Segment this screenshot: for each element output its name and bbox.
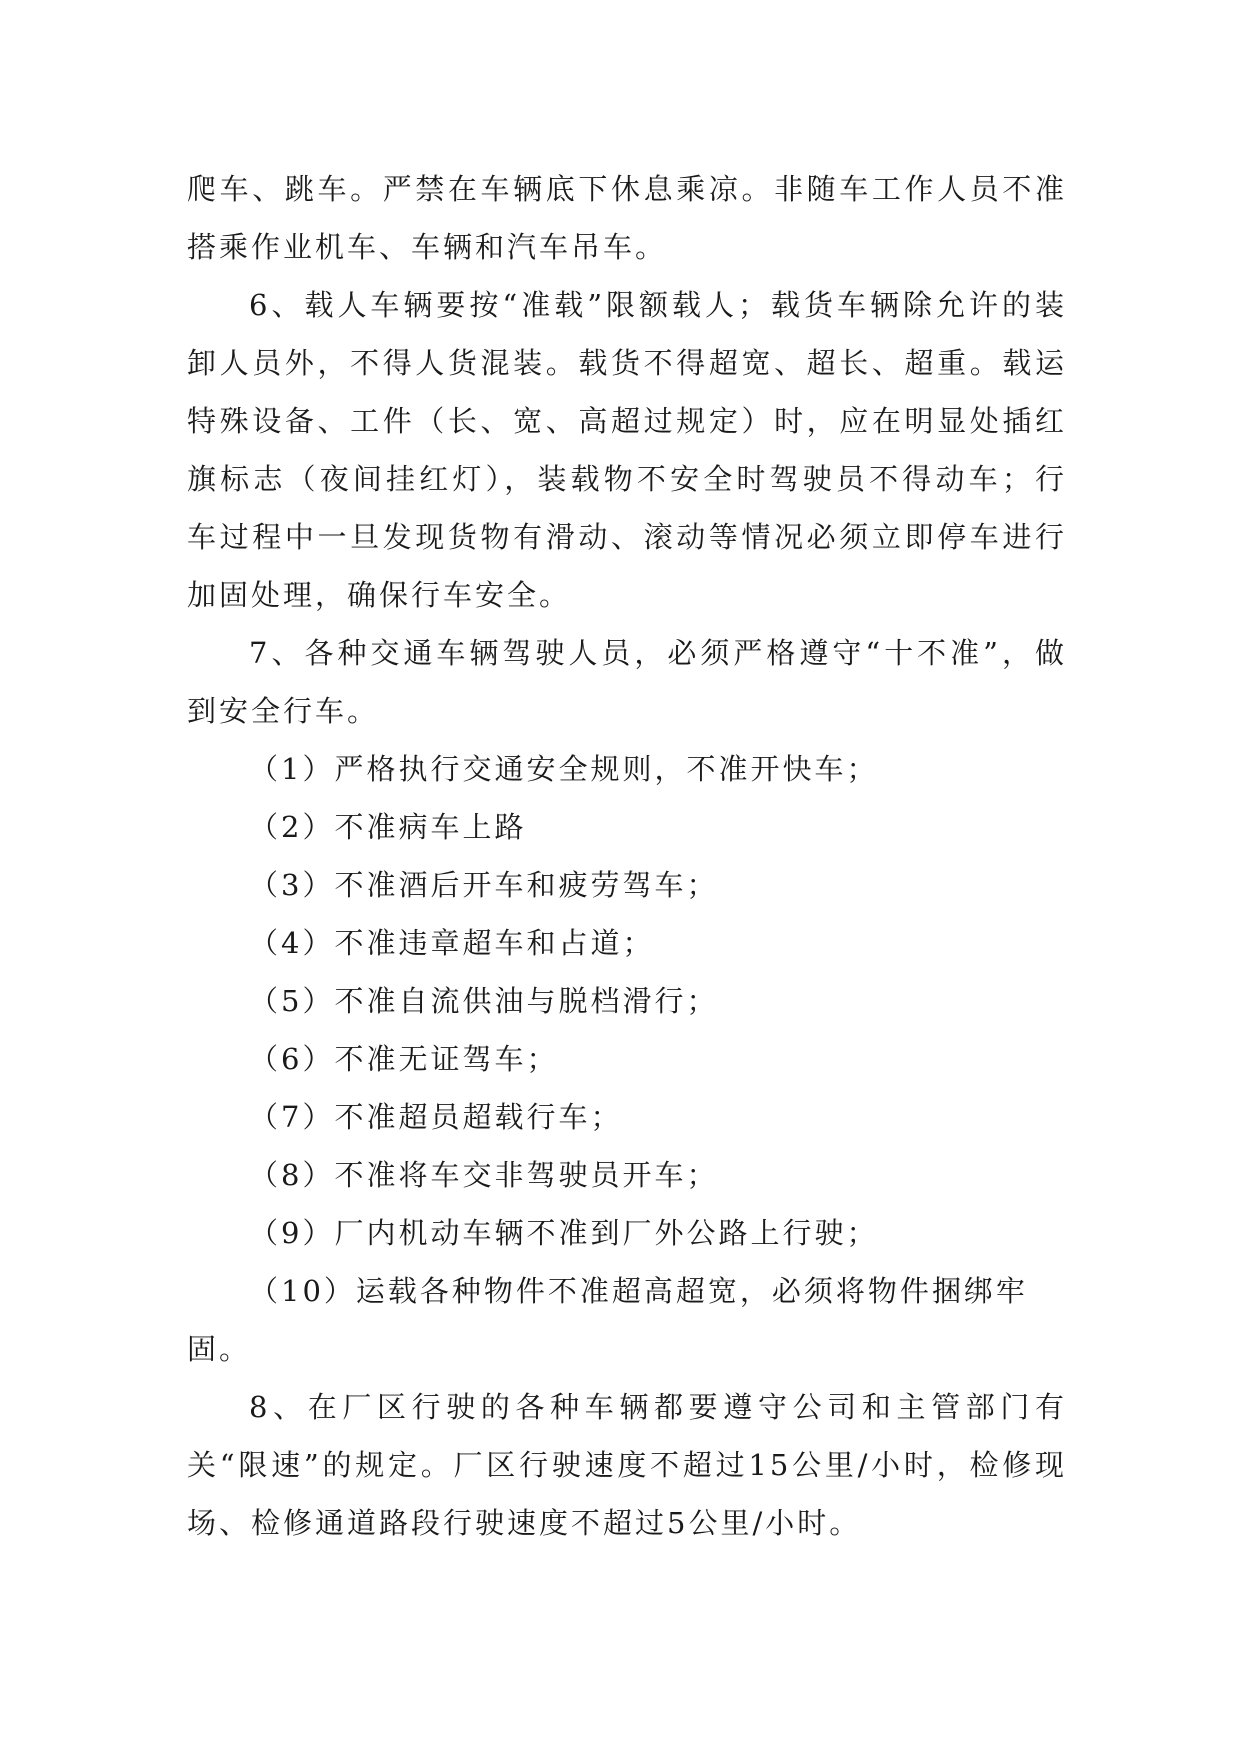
rule-item-7: （7）不准超员超载行车； [249,1100,623,1134]
paragraph-continued: 爬车、跳车。严禁在车辆底下休息乘凉。非随车工作人员不准搭乘作业机车、车辆和汽车吊车。 [187,172,1067,264]
paragraph-6: 6、载人车辆要按“准载”限额载人；载货车辆除允许的装卸人员外，不得人货混装。载货不得超宽、超长、超重。载运特殊设备、工件（长、宽、高超过规定）时，应在明显处插红旗标志（夜间挂红灯），装载物不安全时驾驶员不得动车；行车过程中一旦发现货物有滑动、滚动等情况必须立即停车进行加固处理，确保行车安全。 [187,288,1067,612]
rule-item-1: （1）严格执行交通安全规则，不准开快车； [249,752,879,786]
paragraph-7: 7、各种交通车辆驾驶人员，必须严格遵守“十不准”，做到安全行车。 [187,636,1067,728]
rule-item-10: （10）运载各种物件不准超高超宽，必须将物件捆绑牢固。 [187,1274,1028,1366]
paragraph-8: 8、在厂区行驶的各种车辆都要遵守公司和主管部门有关“限速”的规定。厂区行驶速度不超过15公里/小时，检修现场、检修通道路段行驶速度不超过5公里/小时。 [187,1390,1067,1540]
rule-item-2: （2）不准病车上路 [249,810,527,844]
rule-item-4: （4）不准违章超车和占道； [249,926,655,960]
rule-item-5: （5）不准自流供油与脱档滑行； [249,984,719,1018]
rule-item-8: （8）不准将车交非驾驶员开车； [249,1158,719,1192]
rule-item-9: （9）厂内机动车辆不准到厂外公路上行驶； [249,1216,879,1250]
ten-rules-list [187,740,1067,1378]
rule-item-3: （3）不准酒后开车和疲劳驾车； [249,868,719,902]
rule-item-6: （6）不准无证驾车； [249,1042,559,1076]
document-body [187,160,1067,1552]
